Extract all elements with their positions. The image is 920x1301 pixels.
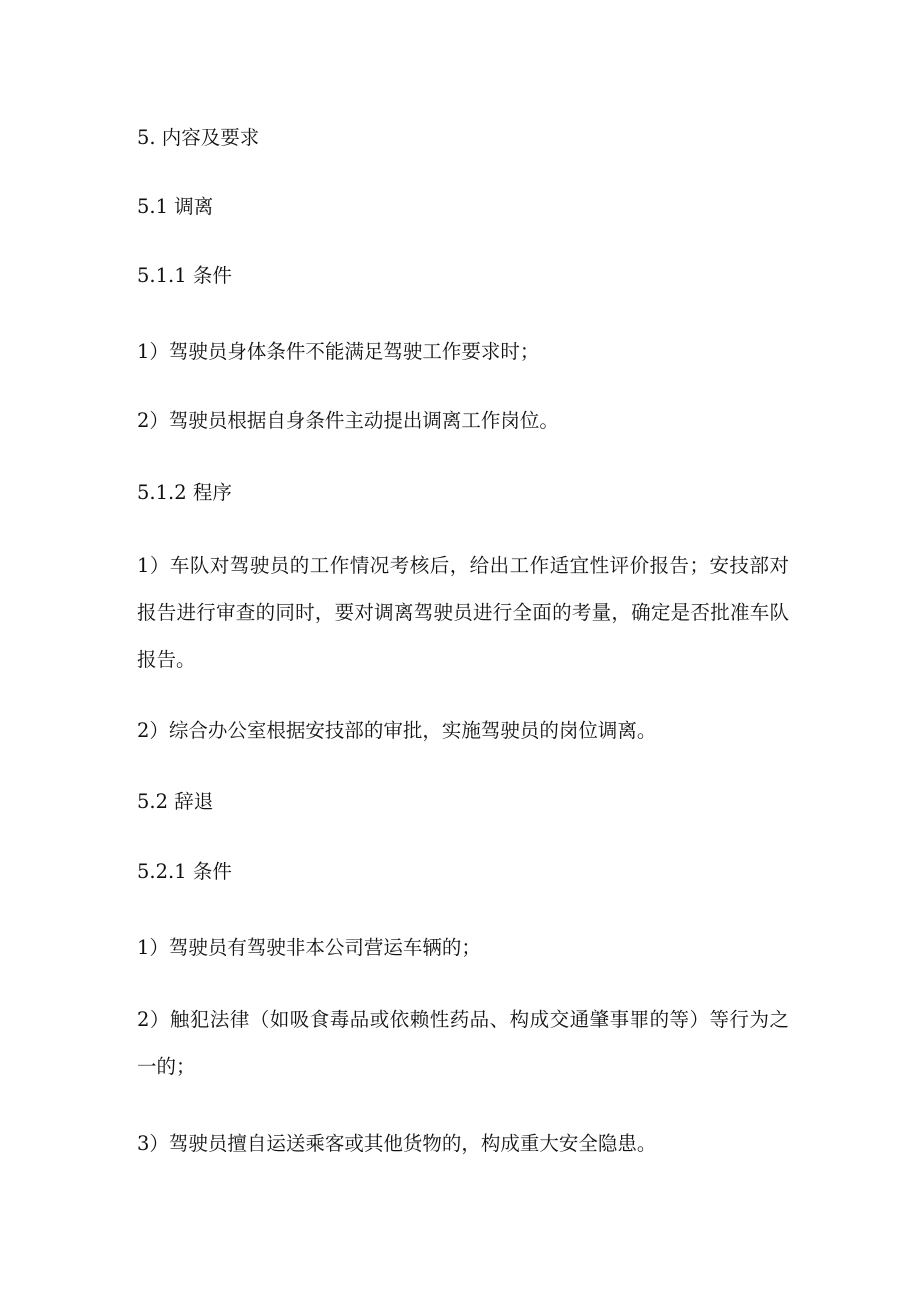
s521-item-2: 2）触犯法律（如吸食毒品或依赖性药品、构成交通肇事罪的等）等行为之一的； xyxy=(137,1008,789,1078)
s521-item-1: 1）驾驶员有驾驶非本公司营运车辆的； xyxy=(137,936,481,959)
section-5-1-2-heading: 5.1.2 程序 xyxy=(137,481,232,504)
section-5-1-heading: 5.1 调离 xyxy=(137,195,214,218)
s511-item-1: 1）驾驶员身体条件不能满足驾驶工作要求时； xyxy=(137,340,540,363)
section-5-heading: 5. 内容及要求 xyxy=(137,126,260,149)
s512-item-2: 2）综合办公室根据安技部的审批，实施驾驶员的岗位调离。 xyxy=(137,719,657,742)
s511-item-2: 2）驾驶员根据自身条件主动提出调离工作岗位。 xyxy=(137,409,559,432)
section-5-2-heading: 5.2 辞退 xyxy=(137,790,214,813)
s521-item-3: 3）驾驶员擅自运送乘客或其他货物的，构成重大安全隐患。 xyxy=(137,1132,657,1155)
s512-item-1: 1）车队对驾驶员的工作情况考核后，给出工作适宜性评价报告；安技部对报告进行审查的同时，要对调离驾驶员进行全面的考量，确定是否批准车队报告。 xyxy=(137,554,789,671)
section-5-1-1-heading: 5.1.1 条件 xyxy=(137,264,232,287)
section-5-2-1-heading: 5.2.1 条件 xyxy=(137,860,232,883)
